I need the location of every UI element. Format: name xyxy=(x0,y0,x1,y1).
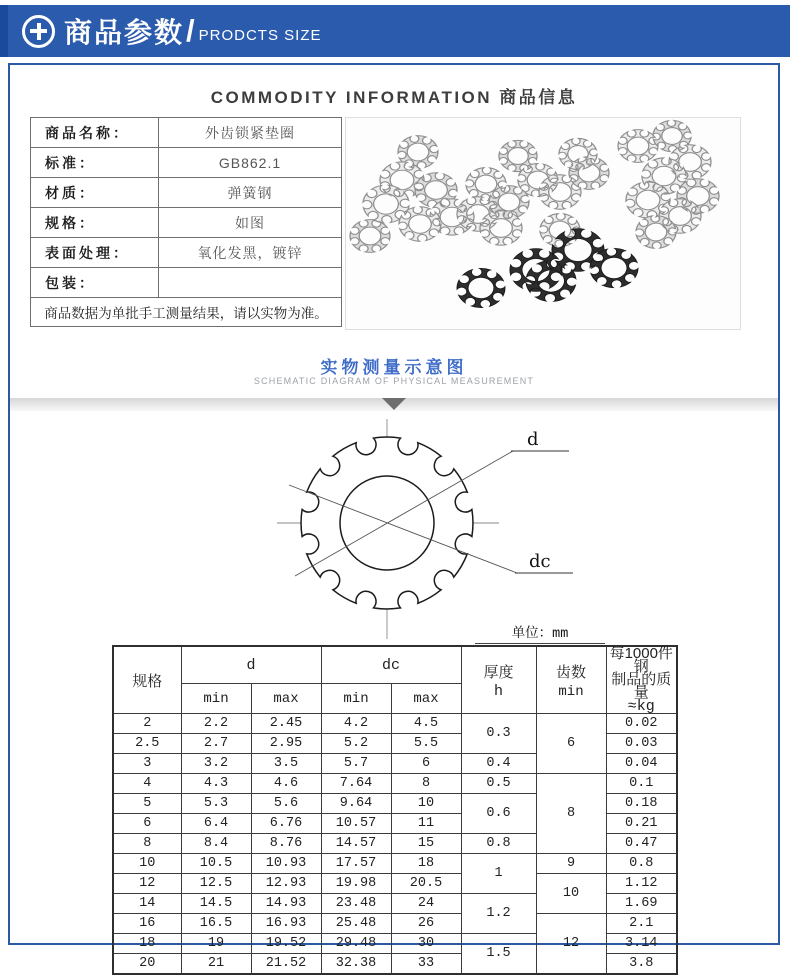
cell-spec: 2 xyxy=(113,714,181,734)
sub-header-dc-min: min xyxy=(321,684,391,714)
info-row-package xyxy=(31,268,342,298)
cell-dc-min: 9.64 xyxy=(321,794,391,814)
unit-label: 单位：mm xyxy=(475,621,605,644)
info-row-standard xyxy=(31,148,342,178)
size-table-row xyxy=(113,774,677,794)
cell-weight: 0.47 xyxy=(606,834,677,854)
cell-d-min: 12.5 xyxy=(181,874,251,894)
info-label: 规格： xyxy=(31,208,159,238)
cell-spec: 16 xyxy=(113,914,181,934)
cell-dc-max: 20.5 xyxy=(391,874,461,894)
cell-dc-min: 19.98 xyxy=(321,874,391,894)
washer-illustration xyxy=(350,220,390,253)
info-row-surface xyxy=(31,238,342,268)
cell-d-max: 12.93 xyxy=(251,874,321,894)
cell-d-max: 21.52 xyxy=(251,954,321,975)
size-table-row xyxy=(113,854,677,874)
cell-teeth: 6 xyxy=(536,714,606,774)
cell-spec: 12 xyxy=(113,874,181,894)
cell-thickness: 0.6 xyxy=(461,794,536,834)
cell-weight: 0.1 xyxy=(606,774,677,794)
info-value: 氧化发黑，镀锌 xyxy=(159,238,342,268)
washer-illustration xyxy=(453,265,509,311)
cell-weight: 0.21 xyxy=(606,814,677,834)
col-header-teeth xyxy=(536,646,606,714)
cell-dc-min: 25.48 xyxy=(321,914,391,934)
teeth-min-label: min xyxy=(558,683,584,700)
size-table-row xyxy=(113,914,677,934)
cell-d-max: 8.76 xyxy=(251,834,321,854)
cell-d-max: 10.93 xyxy=(251,854,321,874)
cell-d-max: 2.45 xyxy=(251,714,321,734)
cell-dc-min: 17.57 xyxy=(321,854,391,874)
info-label: 包装： xyxy=(31,268,159,298)
thickness-symbol: h xyxy=(493,682,503,700)
cell-d-min: 3.2 xyxy=(181,754,251,774)
size-table-row xyxy=(113,714,677,734)
info-row-note xyxy=(31,298,342,327)
cell-weight: 0.18 xyxy=(606,794,677,814)
divider-band xyxy=(10,398,778,411)
product-photo xyxy=(345,117,741,330)
cell-weight: 0.03 xyxy=(606,734,677,754)
cell-spec: 4 xyxy=(113,774,181,794)
weight-unit: ≈kg xyxy=(627,698,655,715)
cell-teeth: 9 xyxy=(536,854,606,874)
cell-dc-max: 15 xyxy=(391,834,461,854)
cell-dc-max: 18 xyxy=(391,854,461,874)
cell-weight: 0.02 xyxy=(606,714,677,734)
cell-d-max: 3.5 xyxy=(251,754,321,774)
col-header-thickness xyxy=(461,646,536,714)
info-value: 如图 xyxy=(159,208,342,238)
cell-dc-max: 24 xyxy=(391,894,461,914)
header-separator: / xyxy=(186,13,195,48)
info-label: 标准： xyxy=(31,148,159,178)
cell-dc-min: 32.38 xyxy=(321,954,391,975)
sub-header-d-max: max xyxy=(251,684,321,714)
weight-label-1: 每1000件钢 xyxy=(609,645,673,675)
cell-d-max: 5.6 xyxy=(251,794,321,814)
washer-illustration xyxy=(480,211,522,245)
cell-spec: 14 xyxy=(113,894,181,914)
cell-teeth: 10 xyxy=(536,874,606,914)
cell-d-min: 4.3 xyxy=(181,774,251,794)
cell-weight: 1.69 xyxy=(606,894,677,914)
cell-dc-min: 5.7 xyxy=(321,754,391,774)
info-label: 材质： xyxy=(31,178,159,208)
cell-thickness: 0.3 xyxy=(461,714,536,754)
cell-thickness: 1.5 xyxy=(461,934,536,975)
schematic-subtitle: SCHEMATIC DIAGRAM OF PHYSICAL MEASUREMENT xyxy=(253,376,535,386)
cell-spec: 10 xyxy=(113,854,181,874)
cell-dc-max: 8 xyxy=(391,774,461,794)
cell-d-max: 14.93 xyxy=(251,894,321,914)
teeth-label: 齿数 xyxy=(555,663,586,681)
cell-dc-max: 4.5 xyxy=(391,714,461,734)
info-row-material xyxy=(31,178,342,208)
cell-d-max: 6.76 xyxy=(251,814,321,834)
cell-d-min: 14.5 xyxy=(181,894,251,914)
cell-weight: 1.12 xyxy=(606,874,677,894)
info-row-name xyxy=(31,118,342,148)
cell-dc-max: 33 xyxy=(391,954,461,975)
cell-thickness: 0.4 xyxy=(461,754,536,774)
commodity-title: COMMODITY INFORMATION 商品信息 xyxy=(210,88,578,107)
cell-dc-max: 30 xyxy=(391,934,461,954)
cell-thickness: 1.2 xyxy=(461,894,536,934)
cell-thickness: 0.8 xyxy=(461,834,536,854)
header-title-en: PRODCTS SIZE xyxy=(198,27,322,44)
cell-dc-min: 5.2 xyxy=(321,734,391,754)
cell-dc-min: 7.64 xyxy=(321,774,391,794)
plus-circle-icon xyxy=(22,15,55,48)
cell-dc-max: 10 xyxy=(391,794,461,814)
cell-dc-min: 4.2 xyxy=(321,714,391,734)
cell-d-min: 8.4 xyxy=(181,834,251,854)
cell-dc-min: 10.57 xyxy=(321,814,391,834)
cell-d-min: 21 xyxy=(181,954,251,975)
washer-measurement-diagram xyxy=(237,415,597,643)
cell-spec: 6 xyxy=(113,814,181,834)
cell-weight: 3.8 xyxy=(606,954,677,975)
info-label: 商品名称： xyxy=(31,118,159,148)
washer-illustration xyxy=(539,175,581,209)
cell-dc-max: 26 xyxy=(391,914,461,934)
info-value: GB862.1 xyxy=(159,148,342,178)
schematic-title: 实物测量示意图 xyxy=(320,358,468,377)
cell-d-max: 4.6 xyxy=(251,774,321,794)
cell-spec: 3 xyxy=(113,754,181,774)
cell-d-max: 19.52 xyxy=(251,934,321,954)
cell-d-min: 2.7 xyxy=(181,734,251,754)
cell-weight: 3.14 xyxy=(606,934,677,954)
washer-illustration xyxy=(677,179,719,213)
size-table-header-row-1 xyxy=(113,646,677,684)
col-header-weight xyxy=(606,646,677,714)
cell-d-min: 2.2 xyxy=(181,714,251,734)
product-info-table xyxy=(30,117,342,327)
cell-d-min: 5.3 xyxy=(181,794,251,814)
cell-d-min: 6.4 xyxy=(181,814,251,834)
cell-d-min: 19 xyxy=(181,934,251,954)
measurement-note: 商品数据为单批手工测量结果，请以实物为准。 xyxy=(31,298,342,327)
cell-spec: 8 xyxy=(113,834,181,854)
col-header-spec: 规格 xyxy=(113,646,181,714)
washers-photo-illustration xyxy=(346,118,740,329)
cell-spec: 2.5 xyxy=(113,734,181,754)
cell-spec: 5 xyxy=(113,794,181,814)
cell-d-max: 16.93 xyxy=(251,914,321,934)
col-header-d: d xyxy=(181,646,321,684)
size-table-row xyxy=(113,874,677,894)
dim-label-dc: dc xyxy=(529,551,551,572)
washer-illustration xyxy=(618,130,658,163)
cell-d-max: 2.95 xyxy=(251,734,321,754)
cell-dc-max: 11 xyxy=(391,814,461,834)
cell-dc-max: 5.5 xyxy=(391,734,461,754)
cell-spec: 18 xyxy=(113,934,181,954)
cell-dc-max: 6 xyxy=(391,754,461,774)
info-row-spec xyxy=(31,208,342,238)
cell-thickness: 0.5 xyxy=(461,774,536,794)
sub-header-d-min: min xyxy=(181,684,251,714)
info-label: 表面处理： xyxy=(31,238,159,268)
thickness-label: 厚度 xyxy=(483,663,514,681)
cell-teeth: 12 xyxy=(536,914,606,975)
size-table xyxy=(112,645,678,975)
cell-dc-min: 29.48 xyxy=(321,934,391,954)
commodity-info-box xyxy=(8,63,780,971)
triangle-down-icon xyxy=(382,398,406,410)
washer-illustration xyxy=(457,197,499,231)
cell-weight: 2.1 xyxy=(606,914,677,934)
cell-spec: 20 xyxy=(113,954,181,975)
col-header-dc: dc xyxy=(321,646,461,684)
cell-weight: 0.8 xyxy=(606,854,677,874)
cell-dc-min: 23.48 xyxy=(321,894,391,914)
cell-d-min: 16.5 xyxy=(181,914,251,934)
cell-weight: 0.04 xyxy=(606,754,677,774)
cell-dc-min: 14.57 xyxy=(321,834,391,854)
cell-thickness: 1 xyxy=(461,854,536,894)
info-value xyxy=(159,268,342,298)
dim-label-d: d xyxy=(527,429,539,450)
cell-d-min: 10.5 xyxy=(181,854,251,874)
weight-label-2: 制品的质量 xyxy=(611,671,672,701)
sub-header-dc-max: max xyxy=(391,684,461,714)
info-value: 弹簧钢 xyxy=(159,178,342,208)
info-value: 外齿锁紧垫圈 xyxy=(159,118,342,148)
header-title-cn: 商品参数 xyxy=(64,17,185,48)
cell-teeth: 8 xyxy=(536,774,606,854)
section-header-bar xyxy=(0,5,790,57)
